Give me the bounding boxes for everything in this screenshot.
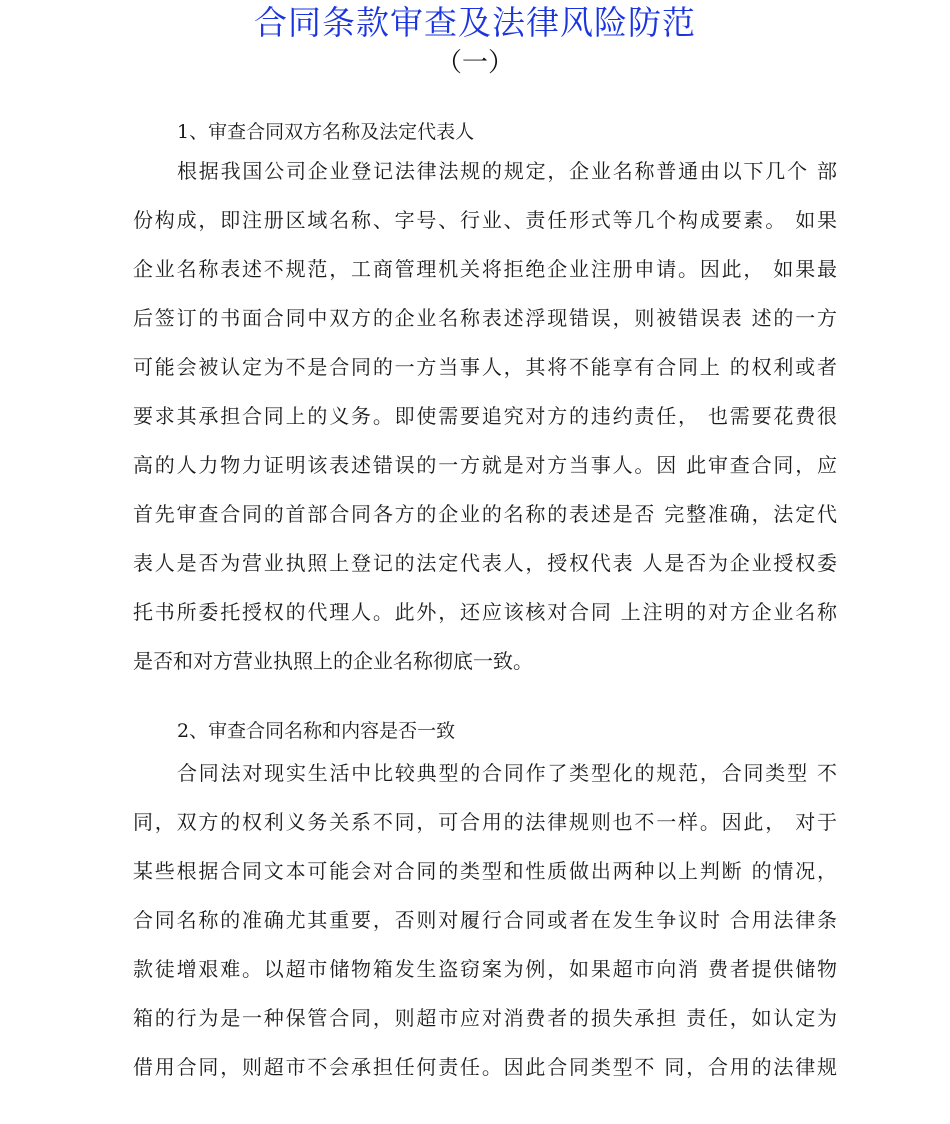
paragraph-line: 企业名称表述不规范，工商管理机关将拒绝企业注册申请。因此， 如果最: [133, 257, 837, 281]
section-2-body: [133, 749, 837, 1092]
paragraph-line: 后签订的书面合同中双方的企业名称表述浮现错误，则被错误表 述的一方: [133, 306, 837, 330]
paragraph-line: 箱的行为是一种保管合同，则超市应对消费者的损失承担 责任，如认定为: [133, 1006, 837, 1030]
section-2: [133, 719, 837, 743]
section-heading: 2、审查合同名称和内容是否一致: [177, 720, 456, 742]
paragraph-line: 款徒增艰难。以超市储物箱发生盗窃案为例，如果超市向消 费者提供储物: [133, 957, 837, 981]
document-title: 合同条款审查及法律风险防范: [254, 3, 696, 42]
paragraph-line: 可能会被认定为不是合同的一方当事人，其将不能享有合同上 的权利或者: [133, 355, 837, 379]
section-heading: 1、审查合同双方名称及法定代表人: [177, 121, 475, 143]
section-1-body: [133, 147, 837, 686]
section-1: [133, 120, 837, 144]
paragraph-line: 借用合同，则超市不会承担任何责任。因此合同类型不 同，合用的法律规: [133, 1055, 837, 1079]
paragraph-line: 首先审查合同的首部合同各方的企业的名称的表述是否 完整准确，法定代: [133, 502, 837, 526]
paragraph-line: 是否和对方营业执照上的企业名称彻底一致。: [133, 649, 533, 673]
document-subtitle: （一）: [435, 48, 514, 78]
paragraph-line: 要求其承担合同上的义务。即使需要追究对方的违约责任， 也需要花费很: [133, 404, 837, 428]
paragraph-line: 表人是否为营业执照上登记的法定代表人，授权代表 人是否为企业授权委: [133, 551, 837, 575]
paragraph-line: 高的人力物力证明该表述错误的一方就是对方当事人。因 此审查合同，应: [133, 453, 837, 477]
paragraph-line: 根据我国公司企业登记法律法规的规定，企业名称普通由以下几个 部: [177, 159, 837, 183]
paragraph-line: 托书所委托授权的代理人。此外，还应该核对合同 上注明的对方企业名称: [133, 600, 837, 624]
paragraph-line: 份构成，即注册区域名称、字号、行业、责任形式等几个构成要素。 如果: [133, 208, 837, 232]
paragraph-line: 合同名称的准确尤其重要，否则对履行合同或者在发生争议时 合用法律条: [133, 908, 837, 932]
paragraph-line: 同，双方的权利义务关系不同，可合用的法律规则也不一样。因此， 对于: [133, 810, 837, 834]
paragraph-line: 某些根据合同文本可能会对合同的类型和性质做出两种以上判断 的情况，: [133, 859, 837, 883]
paragraph-line: 合同法对现实生活中比较典型的合同作了类型化的规范，合同类型 不: [177, 761, 837, 785]
